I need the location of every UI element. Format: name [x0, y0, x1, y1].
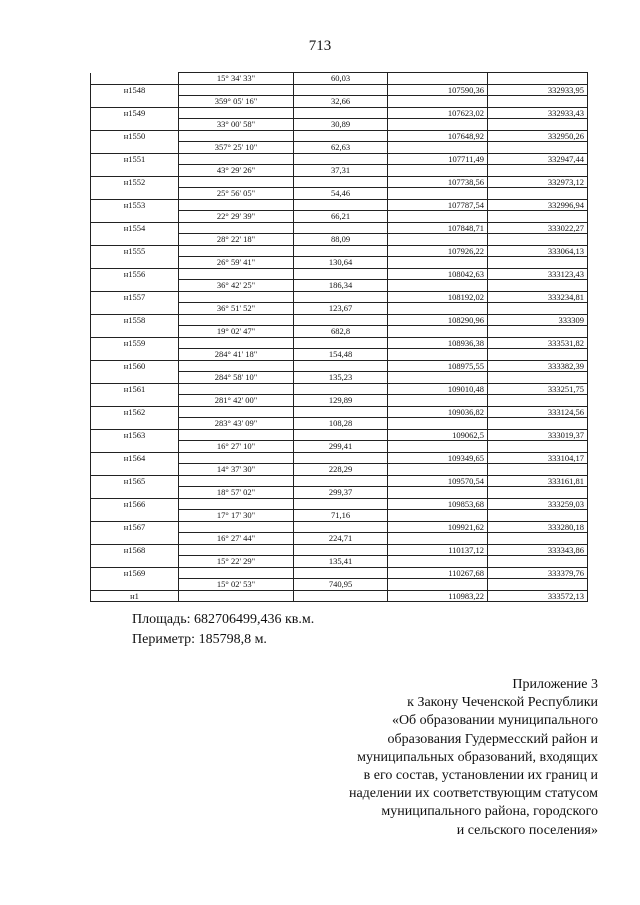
segment-row [91, 441, 588, 453]
point-name-cell: н1562 [91, 406, 179, 418]
distance-cell: 130,64 [294, 257, 388, 269]
y-coordinate-cell: 333124,56 [488, 406, 588, 418]
empty-cell [488, 372, 588, 384]
empty-cell [179, 590, 294, 602]
point-name-cell: н1560 [91, 360, 179, 372]
point-row [91, 268, 588, 280]
empty-cell [179, 429, 294, 441]
empty-cell [294, 406, 388, 418]
empty-cell [388, 234, 488, 246]
segment-row [91, 142, 588, 154]
empty-cell [388, 533, 488, 545]
empty-cell [388, 510, 488, 522]
empty-cell [179, 383, 294, 395]
point-name-cell: н1552 [91, 176, 179, 188]
point-row [91, 130, 588, 142]
segment-row [91, 510, 588, 522]
angle-cell: 283° 43' 09" [179, 418, 294, 430]
empty-cell [294, 222, 388, 234]
point-row [91, 360, 588, 372]
empty-cell [91, 556, 179, 568]
empty-cell [91, 96, 179, 108]
point-name-cell: н1561 [91, 383, 179, 395]
point-row [91, 314, 588, 326]
empty-cell [294, 199, 388, 211]
segment-row [91, 579, 588, 591]
empty-cell [488, 395, 588, 407]
angle-cell: 18° 57' 02" [179, 487, 294, 499]
empty-cell [294, 383, 388, 395]
y-coordinate-cell: 333309 [488, 314, 588, 326]
x-coordinate-cell: 109062,5 [388, 429, 488, 441]
empty-cell [388, 487, 488, 499]
distance-cell: 186,34 [294, 280, 388, 292]
empty-cell [388, 579, 488, 591]
segment-row [91, 372, 588, 384]
empty-cell [179, 567, 294, 579]
appendix-block [268, 676, 598, 840]
empty-cell [488, 257, 588, 269]
empty-cell [388, 280, 488, 292]
point-row [91, 544, 588, 556]
angle-cell: 357° 25' 10" [179, 142, 294, 154]
empty-cell [294, 429, 388, 441]
empty-cell [388, 73, 488, 85]
x-coordinate-cell: 107848,71 [388, 222, 488, 234]
point-row [91, 176, 588, 188]
appendix-line: «Об образовании муниципального [391, 713, 598, 729]
y-coordinate-cell: 332996,94 [488, 199, 588, 211]
distance-cell: 88,09 [294, 234, 388, 246]
angle-cell: 28° 22' 18" [179, 234, 294, 246]
y-coordinate-cell: 333104,17 [488, 452, 588, 464]
empty-cell [388, 372, 488, 384]
empty-cell [488, 349, 588, 361]
distance-cell: 299,41 [294, 441, 388, 453]
x-coordinate-cell: 107711,49 [388, 153, 488, 165]
x-coordinate-cell: 108290,96 [388, 314, 488, 326]
empty-cell [91, 579, 179, 591]
angle-cell: 14° 37' 30" [179, 464, 294, 476]
y-coordinate-cell: 333251,75 [488, 383, 588, 395]
empty-cell [91, 142, 179, 154]
y-coordinate-cell: 333022,27 [488, 222, 588, 234]
empty-cell [488, 211, 588, 223]
empty-cell [388, 303, 488, 315]
empty-cell [488, 280, 588, 292]
segment-row [91, 119, 588, 131]
empty-cell [91, 303, 179, 315]
angle-cell: 16° 27' 10" [179, 441, 294, 453]
empty-cell [388, 441, 488, 453]
angle-cell: 15° 22' 29" [179, 556, 294, 568]
empty-cell [388, 464, 488, 476]
empty-cell [91, 73, 179, 85]
point-row [91, 337, 588, 349]
angle-cell: 33° 00' 58" [179, 119, 294, 131]
empty-cell [294, 544, 388, 556]
empty-cell [388, 96, 488, 108]
segment-row [91, 533, 588, 545]
empty-cell [91, 418, 179, 430]
empty-cell [294, 176, 388, 188]
distance-cell: 299,37 [294, 487, 388, 499]
empty-cell [388, 142, 488, 154]
empty-cell [388, 395, 488, 407]
x-coordinate-cell: 108975,55 [388, 360, 488, 372]
x-coordinate-cell: 109921,62 [388, 521, 488, 533]
empty-cell [91, 441, 179, 453]
empty-cell [91, 349, 179, 361]
point-name-cell: н1554 [91, 222, 179, 234]
point-row [91, 429, 588, 441]
point-name-cell: н1 [91, 590, 179, 602]
empty-cell [91, 280, 179, 292]
point-row [91, 84, 588, 96]
x-coordinate-cell: 110983,22 [388, 590, 488, 602]
distance-cell: 54,46 [294, 188, 388, 200]
segment-row [91, 165, 588, 177]
empty-cell [294, 84, 388, 96]
segment-row [91, 303, 588, 315]
point-name-cell: н1558 [91, 314, 179, 326]
empty-cell [488, 418, 588, 430]
y-coordinate-cell: 332973,12 [488, 176, 588, 188]
y-coordinate-cell: 333064,13 [488, 245, 588, 257]
empty-cell [179, 360, 294, 372]
empty-cell [294, 107, 388, 119]
empty-cell [388, 211, 488, 223]
empty-cell [91, 119, 179, 131]
point-name-cell: н1563 [91, 429, 179, 441]
empty-cell [179, 153, 294, 165]
empty-cell [488, 441, 588, 453]
x-coordinate-cell: 107648,92 [388, 130, 488, 142]
distance-cell: 135,23 [294, 372, 388, 384]
empty-cell [388, 326, 488, 338]
distance-cell: 135,41 [294, 556, 388, 568]
empty-cell [294, 314, 388, 326]
empty-cell [488, 142, 588, 154]
point-row [91, 567, 588, 579]
empty-cell [179, 406, 294, 418]
segment-row [91, 96, 588, 108]
x-coordinate-cell: 110267,68 [388, 567, 488, 579]
angle-cell: 17° 17' 30" [179, 510, 294, 522]
empty-cell [488, 556, 588, 568]
empty-cell [179, 199, 294, 211]
empty-cell [91, 487, 179, 499]
x-coordinate-cell: 107787,54 [388, 199, 488, 211]
empty-cell [294, 521, 388, 533]
empty-cell [179, 245, 294, 257]
empty-cell [294, 268, 388, 280]
point-name-cell: н1556 [91, 268, 179, 280]
empty-cell [179, 176, 294, 188]
empty-cell [179, 498, 294, 510]
y-coordinate-cell: 332933,43 [488, 107, 588, 119]
y-coordinate-cell: 332950,26 [488, 130, 588, 142]
point-row [91, 291, 588, 303]
y-coordinate-cell: 333382,39 [488, 360, 588, 372]
empty-cell [179, 337, 294, 349]
segment-row [91, 280, 588, 292]
y-coordinate-cell: 333343,86 [488, 544, 588, 556]
x-coordinate-cell: 109010,48 [388, 383, 488, 395]
distance-cell: 154,48 [294, 349, 388, 361]
distance-cell: 60,03 [294, 73, 388, 85]
point-name-cell: н1567 [91, 521, 179, 533]
distance-cell: 682,8 [294, 326, 388, 338]
empty-cell [488, 510, 588, 522]
empty-cell [91, 211, 179, 223]
point-name-cell: н1553 [91, 199, 179, 211]
empty-cell [388, 119, 488, 131]
empty-cell [294, 360, 388, 372]
x-coordinate-cell: 107590,36 [388, 84, 488, 96]
empty-cell [388, 349, 488, 361]
coordinates-table-body [91, 73, 588, 602]
point-row [91, 222, 588, 234]
coordinates-table [90, 72, 588, 602]
x-coordinate-cell: 108192,02 [388, 291, 488, 303]
segment-row [91, 73, 588, 85]
empty-cell [179, 291, 294, 303]
angle-cell: 281° 42' 00" [179, 395, 294, 407]
x-coordinate-cell: 109349,65 [388, 452, 488, 464]
angle-cell: 26° 59' 41" [179, 257, 294, 269]
area-text: Площадь: 682706499,436 кв.м. [132, 612, 315, 627]
y-coordinate-cell: 333379,76 [488, 567, 588, 579]
point-row [91, 452, 588, 464]
segment-row [91, 211, 588, 223]
distance-cell: 123,67 [294, 303, 388, 315]
y-coordinate-cell: 333234,81 [488, 291, 588, 303]
distance-cell: 129,89 [294, 395, 388, 407]
appendix-line: Приложение 3 [512, 677, 598, 692]
point-row [91, 475, 588, 487]
point-name-cell: н1559 [91, 337, 179, 349]
empty-cell [91, 372, 179, 384]
empty-cell [91, 510, 179, 522]
empty-cell [388, 165, 488, 177]
point-name-cell: н1557 [91, 291, 179, 303]
empty-cell [91, 395, 179, 407]
x-coordinate-cell: 107623,02 [388, 107, 488, 119]
segment-row [91, 257, 588, 269]
angle-cell: 284° 41' 18" [179, 349, 294, 361]
empty-cell [488, 487, 588, 499]
appendix-line: муниципальных образований, входящих [357, 749, 598, 765]
empty-cell [488, 326, 588, 338]
point-row [91, 153, 588, 165]
empty-cell [179, 130, 294, 142]
empty-cell [91, 165, 179, 177]
distance-cell: 66,21 [294, 211, 388, 223]
angle-cell: 25° 56' 05" [179, 188, 294, 200]
appendix-line: к Закону Чеченской Республики [407, 695, 598, 711]
point-row [91, 521, 588, 533]
segment-row [91, 464, 588, 476]
appendix-line: наделении их соответствующим статусом [348, 786, 598, 802]
empty-cell [91, 533, 179, 545]
segment-row [91, 326, 588, 338]
x-coordinate-cell: 107738,56 [388, 176, 488, 188]
segment-row [91, 556, 588, 568]
y-coordinate-cell: 333123,43 [488, 268, 588, 280]
y-coordinate-cell: 333572,13 [488, 590, 588, 602]
empty-cell [179, 222, 294, 234]
empty-cell [488, 119, 588, 131]
distance-cell: 108,28 [294, 418, 388, 430]
distance-cell: 37,31 [294, 165, 388, 177]
empty-cell [91, 234, 179, 246]
point-name-cell: н1568 [91, 544, 179, 556]
distance-cell: 228,29 [294, 464, 388, 476]
segment-row [91, 487, 588, 499]
empty-cell [179, 452, 294, 464]
empty-cell [388, 188, 488, 200]
point-name-cell: н1549 [91, 107, 179, 119]
empty-cell [488, 73, 588, 85]
empty-cell [488, 464, 588, 476]
empty-cell [488, 96, 588, 108]
empty-cell [388, 556, 488, 568]
distance-cell: 30,89 [294, 119, 388, 131]
y-coordinate-cell: 333259,03 [488, 498, 588, 510]
empty-cell [91, 188, 179, 200]
x-coordinate-cell: 107926,22 [388, 245, 488, 257]
empty-cell [179, 521, 294, 533]
empty-cell [294, 475, 388, 487]
point-row [91, 107, 588, 119]
point-name-cell: н1566 [91, 498, 179, 510]
distance-cell: 62,63 [294, 142, 388, 154]
point-name-cell: н1548 [91, 84, 179, 96]
point-row [91, 245, 588, 257]
empty-cell [294, 567, 388, 579]
empty-cell [294, 590, 388, 602]
angle-cell: 36° 42' 25" [179, 280, 294, 292]
perimeter-text: Периметр: 185798,8 м. [132, 632, 267, 647]
angle-cell: 15° 34' 33" [179, 73, 294, 85]
empty-cell [294, 130, 388, 142]
point-row [91, 590, 588, 602]
empty-cell [294, 291, 388, 303]
empty-cell [488, 533, 588, 545]
y-coordinate-cell: 333019,37 [488, 429, 588, 441]
appendix-line: и сельского поселения» [456, 822, 598, 838]
empty-cell [294, 245, 388, 257]
angle-cell: 22° 29' 39" [179, 211, 294, 223]
empty-cell [294, 498, 388, 510]
segment-row [91, 395, 588, 407]
empty-cell [488, 234, 588, 246]
point-name-cell: н1555 [91, 245, 179, 257]
x-coordinate-cell: 109036,82 [388, 406, 488, 418]
appendix-line: муниципального района, городского [381, 804, 598, 820]
empty-cell [388, 418, 488, 430]
empty-cell [294, 337, 388, 349]
empty-cell [179, 544, 294, 556]
segment-row [91, 234, 588, 246]
angle-cell: 16° 27' 44" [179, 533, 294, 545]
angle-cell: 36° 51' 52" [179, 303, 294, 315]
appendix-line: образования Гудермесский район и [387, 731, 598, 747]
point-name-cell: н1551 [91, 153, 179, 165]
angle-cell: 43° 29' 26" [179, 165, 294, 177]
empty-cell [488, 188, 588, 200]
point-row [91, 406, 588, 418]
distance-cell: 224,71 [294, 533, 388, 545]
angle-cell: 284° 58' 10" [179, 372, 294, 384]
empty-cell [294, 452, 388, 464]
y-coordinate-cell: 332933,95 [488, 84, 588, 96]
y-coordinate-cell: 333161,81 [488, 475, 588, 487]
empty-cell [179, 268, 294, 280]
y-coordinate-cell: 333280,18 [488, 521, 588, 533]
segment-row [91, 349, 588, 361]
x-coordinate-cell: 109853,68 [388, 498, 488, 510]
point-row [91, 199, 588, 211]
angle-cell: 15° 02' 53" [179, 579, 294, 591]
x-coordinate-cell: 110137,12 [388, 544, 488, 556]
segment-row [91, 418, 588, 430]
empty-cell [179, 475, 294, 487]
point-row [91, 498, 588, 510]
point-name-cell: н1569 [91, 567, 179, 579]
point-row [91, 383, 588, 395]
empty-cell [294, 153, 388, 165]
empty-cell [488, 303, 588, 315]
point-name-cell: н1564 [91, 452, 179, 464]
x-coordinate-cell: 109570,54 [388, 475, 488, 487]
distance-cell: 32,66 [294, 96, 388, 108]
y-coordinate-cell: 333531,82 [488, 337, 588, 349]
empty-cell [488, 165, 588, 177]
point-name-cell: н1550 [91, 130, 179, 142]
angle-cell: 359° 05' 16" [179, 96, 294, 108]
empty-cell [91, 257, 179, 269]
empty-cell [179, 84, 294, 96]
segment-row [91, 188, 588, 200]
empty-cell [388, 257, 488, 269]
empty-cell [91, 326, 179, 338]
empty-cell [179, 107, 294, 119]
x-coordinate-cell: 108936,38 [388, 337, 488, 349]
distance-cell: 740,95 [294, 579, 388, 591]
distance-cell: 71,16 [294, 510, 388, 522]
x-coordinate-cell: 108042,63 [388, 268, 488, 280]
angle-cell: 19° 02' 47" [179, 326, 294, 338]
point-name-cell: н1565 [91, 475, 179, 487]
page-number: 713 [308, 38, 332, 54]
empty-cell [488, 579, 588, 591]
y-coordinate-cell: 332947,44 [488, 153, 588, 165]
appendix-line: в его состав, установлении их границ и [363, 768, 598, 784]
empty-cell [91, 464, 179, 476]
empty-cell [179, 314, 294, 326]
